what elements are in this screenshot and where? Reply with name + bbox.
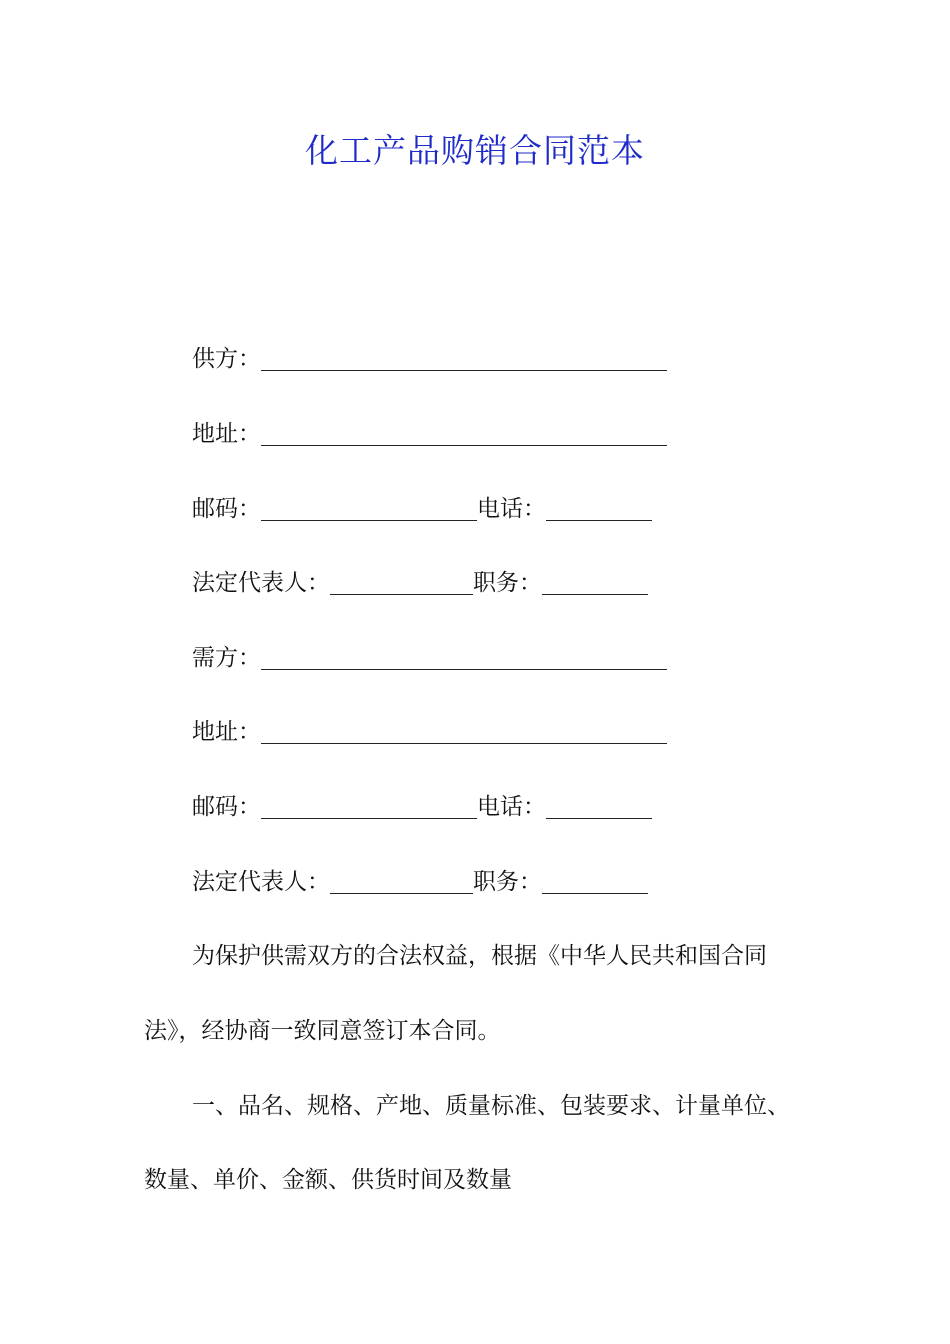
buyer-zip-blank[interactable] xyxy=(261,798,477,819)
supplier-rep-blank[interactable] xyxy=(330,574,473,595)
clause1-line-1: 一、品名、规格、产地、质量标准、包装要求、计量单位、 xyxy=(192,1093,790,1119)
buyer-phone-label: 电话： xyxy=(477,794,546,820)
supplier-position-label: 职务： xyxy=(473,570,542,596)
buyer-party-label: 需方： xyxy=(192,645,261,671)
supplier-rep-row xyxy=(192,568,648,598)
buyer-position-label: 职务： xyxy=(473,869,542,895)
supplier-party-row xyxy=(192,344,667,374)
buyer-zip-phone-row xyxy=(192,792,652,822)
supplier-phone-blank[interactable] xyxy=(546,500,652,521)
buyer-rep-row xyxy=(192,867,648,897)
supplier-address-blank[interactable] xyxy=(261,425,667,446)
clause1-line-2: 数量、单价、金额、供货时间及数量 xyxy=(144,1167,512,1193)
supplier-party-label: 供方： xyxy=(192,346,261,372)
buyer-position-blank[interactable] xyxy=(542,873,648,894)
supplier-address-label: 地址： xyxy=(192,421,261,447)
supplier-rep-label: 法定代表人： xyxy=(192,570,330,596)
supplier-zip-blank[interactable] xyxy=(261,500,477,521)
buyer-address-row xyxy=(192,717,667,747)
buyer-party-row xyxy=(192,643,667,673)
buyer-party-blank[interactable] xyxy=(261,649,667,670)
buyer-phone-blank[interactable] xyxy=(546,798,652,819)
document-title: 化工产品购销合同范本 xyxy=(305,131,645,170)
supplier-zip-phone-row xyxy=(192,494,652,524)
supplier-party-blank[interactable] xyxy=(261,350,667,371)
intro-line-1: 为保护供需双方的合法权益，根据《中华人民共和国合同 xyxy=(192,943,767,969)
supplier-position-blank[interactable] xyxy=(542,574,648,595)
buyer-rep-blank[interactable] xyxy=(330,873,473,894)
supplier-phone-label: 电话： xyxy=(477,496,546,522)
intro-line-2: 法》，经协商一致同意签订本合同。 xyxy=(144,1018,501,1044)
buyer-zip-label: 邮码： xyxy=(192,794,261,820)
supplier-address-row xyxy=(192,419,667,449)
supplier-zip-label: 邮码： xyxy=(192,496,261,522)
buyer-address-blank[interactable] xyxy=(261,723,667,744)
buyer-address-label: 地址： xyxy=(192,719,261,745)
buyer-rep-label: 法定代表人： xyxy=(192,869,330,895)
